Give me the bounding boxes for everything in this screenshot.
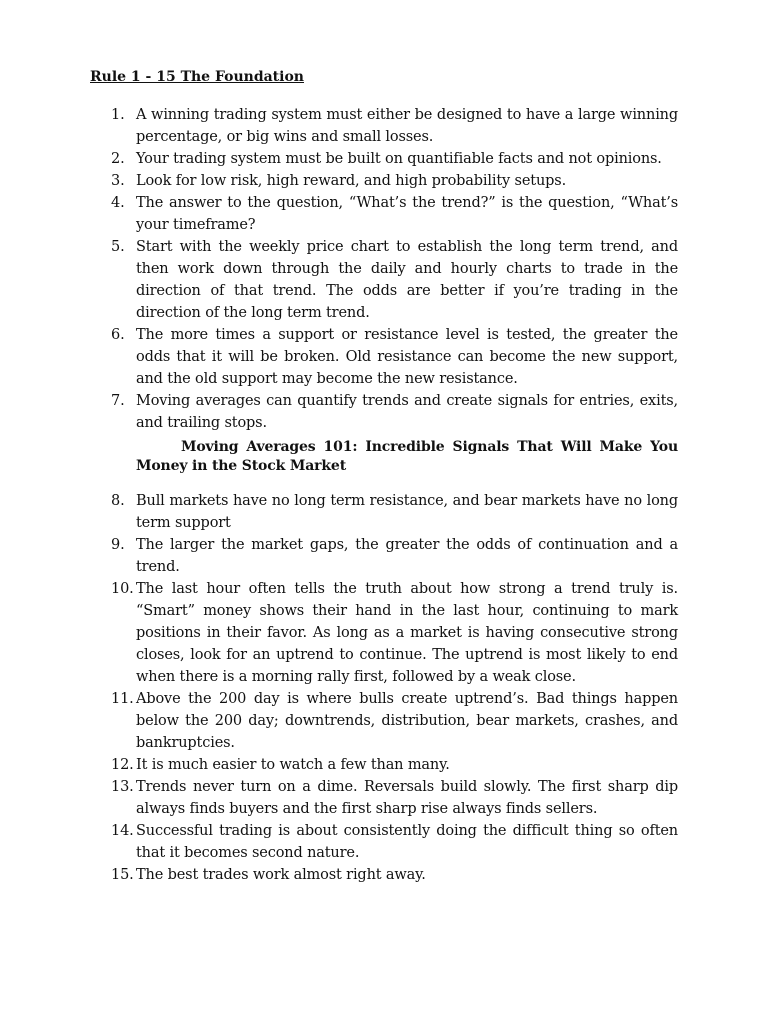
rule-number: 10. xyxy=(111,581,134,597)
rule-text: The more times a support or resistance level is tested, the greater the odds that it will be broken. Old resistance can become the new support, and the old support may become the new resistance. xyxy=(136,327,678,387)
rule-text: Start with the weekly price chart to establish the long term trend, and then work down through the daily and hourly charts to trade in the direction of that trend. The odds are better if you’re trading in the direction of the long term trend. xyxy=(136,239,678,321)
rule-item-4 xyxy=(111,192,678,236)
rules-list xyxy=(111,104,678,886)
rule-text: The best trades work almost right away. xyxy=(136,867,426,883)
rule-number: 1. xyxy=(111,107,125,123)
rule-text: Above the 200 day is where bulls create uptrend’s. Bad things happen below the 200 day; downtrends, distribution, bear markets, crashes, and bankruptcies. xyxy=(136,691,678,751)
rule-number: 12. xyxy=(111,757,134,773)
rule-text: Successful trading is about consistently doing the difficult thing so often that it becomes second nature. xyxy=(136,823,678,861)
rule-number: 2. xyxy=(111,151,125,167)
rule-text: The larger the market gaps, the greater the odds of continuation and a trend. xyxy=(136,537,678,575)
rule-item-6 xyxy=(111,324,678,390)
rule-text: A winning trading system must either be designed to have a large winning percentage, or big wins and small losses. xyxy=(136,107,678,145)
rule-number: 4. xyxy=(111,195,125,211)
rule-item-3 xyxy=(111,170,678,192)
rule-item-8 xyxy=(111,490,678,534)
rule-item-1 xyxy=(111,104,678,148)
rule-item-2 xyxy=(111,148,678,170)
rule-number: 14. xyxy=(111,823,134,839)
rule-text: The answer to the question, “What’s the trend?” is the question, “What’s your timeframe? xyxy=(136,195,678,233)
rule-item-10 xyxy=(111,578,678,688)
rule-text: Look for low risk, high reward, and high probability setups. xyxy=(136,173,567,189)
rule-item-11 xyxy=(111,688,678,754)
rule-number: 11. xyxy=(111,691,134,707)
rule-number: 15. xyxy=(111,867,134,883)
section-subheading: Moving Averages 101: Incredible Signals That Will Make You Money in the Stock Market xyxy=(136,439,678,474)
rule-text: It is much easier to watch a few than many. xyxy=(136,757,450,773)
rule-item-9 xyxy=(111,534,678,578)
rule-text: The last hour often tells the truth about how strong a trend truly is. “Smart” money shows their hand in the last hour, continuing to mark positions in their favor. As long as a market is having consecutive strong closes, look for an uptrend to continue. The uptrend is most likely to end when there is a morning rally first, followed by a weak close. xyxy=(136,581,678,685)
rule-text: Your trading system must be built on quantifiable facts and not opinions. xyxy=(136,151,662,167)
rule-item-5 xyxy=(111,236,678,324)
rule-item-12 xyxy=(111,754,678,776)
rule-number: 8. xyxy=(111,493,125,509)
rule-item-7 xyxy=(111,390,678,434)
rule-text: Bull markets have no long term resistance, and bear markets have no long term support xyxy=(136,493,678,531)
document-heading: Rule 1 - 15 The Foundation xyxy=(90,69,304,85)
rule-number: 6. xyxy=(111,327,125,343)
rule-text: Moving averages can quantify trends and create signals for entries, exits, and trailing stops. xyxy=(136,393,678,431)
rule-number: 7. xyxy=(111,393,125,409)
rule-number: 3. xyxy=(111,173,125,189)
rule-item-14 xyxy=(111,820,678,864)
rule-number: 9. xyxy=(111,537,125,553)
rule-text: Trends never turn on a dime. Reversals build slowly. The first sharp dip always finds buyers and the first sharp rise always finds sellers. xyxy=(136,779,678,817)
rule-item-15 xyxy=(111,864,678,886)
rule-item-13 xyxy=(111,776,678,820)
rule-number: 5. xyxy=(111,239,125,255)
rule-number: 13. xyxy=(111,779,134,795)
